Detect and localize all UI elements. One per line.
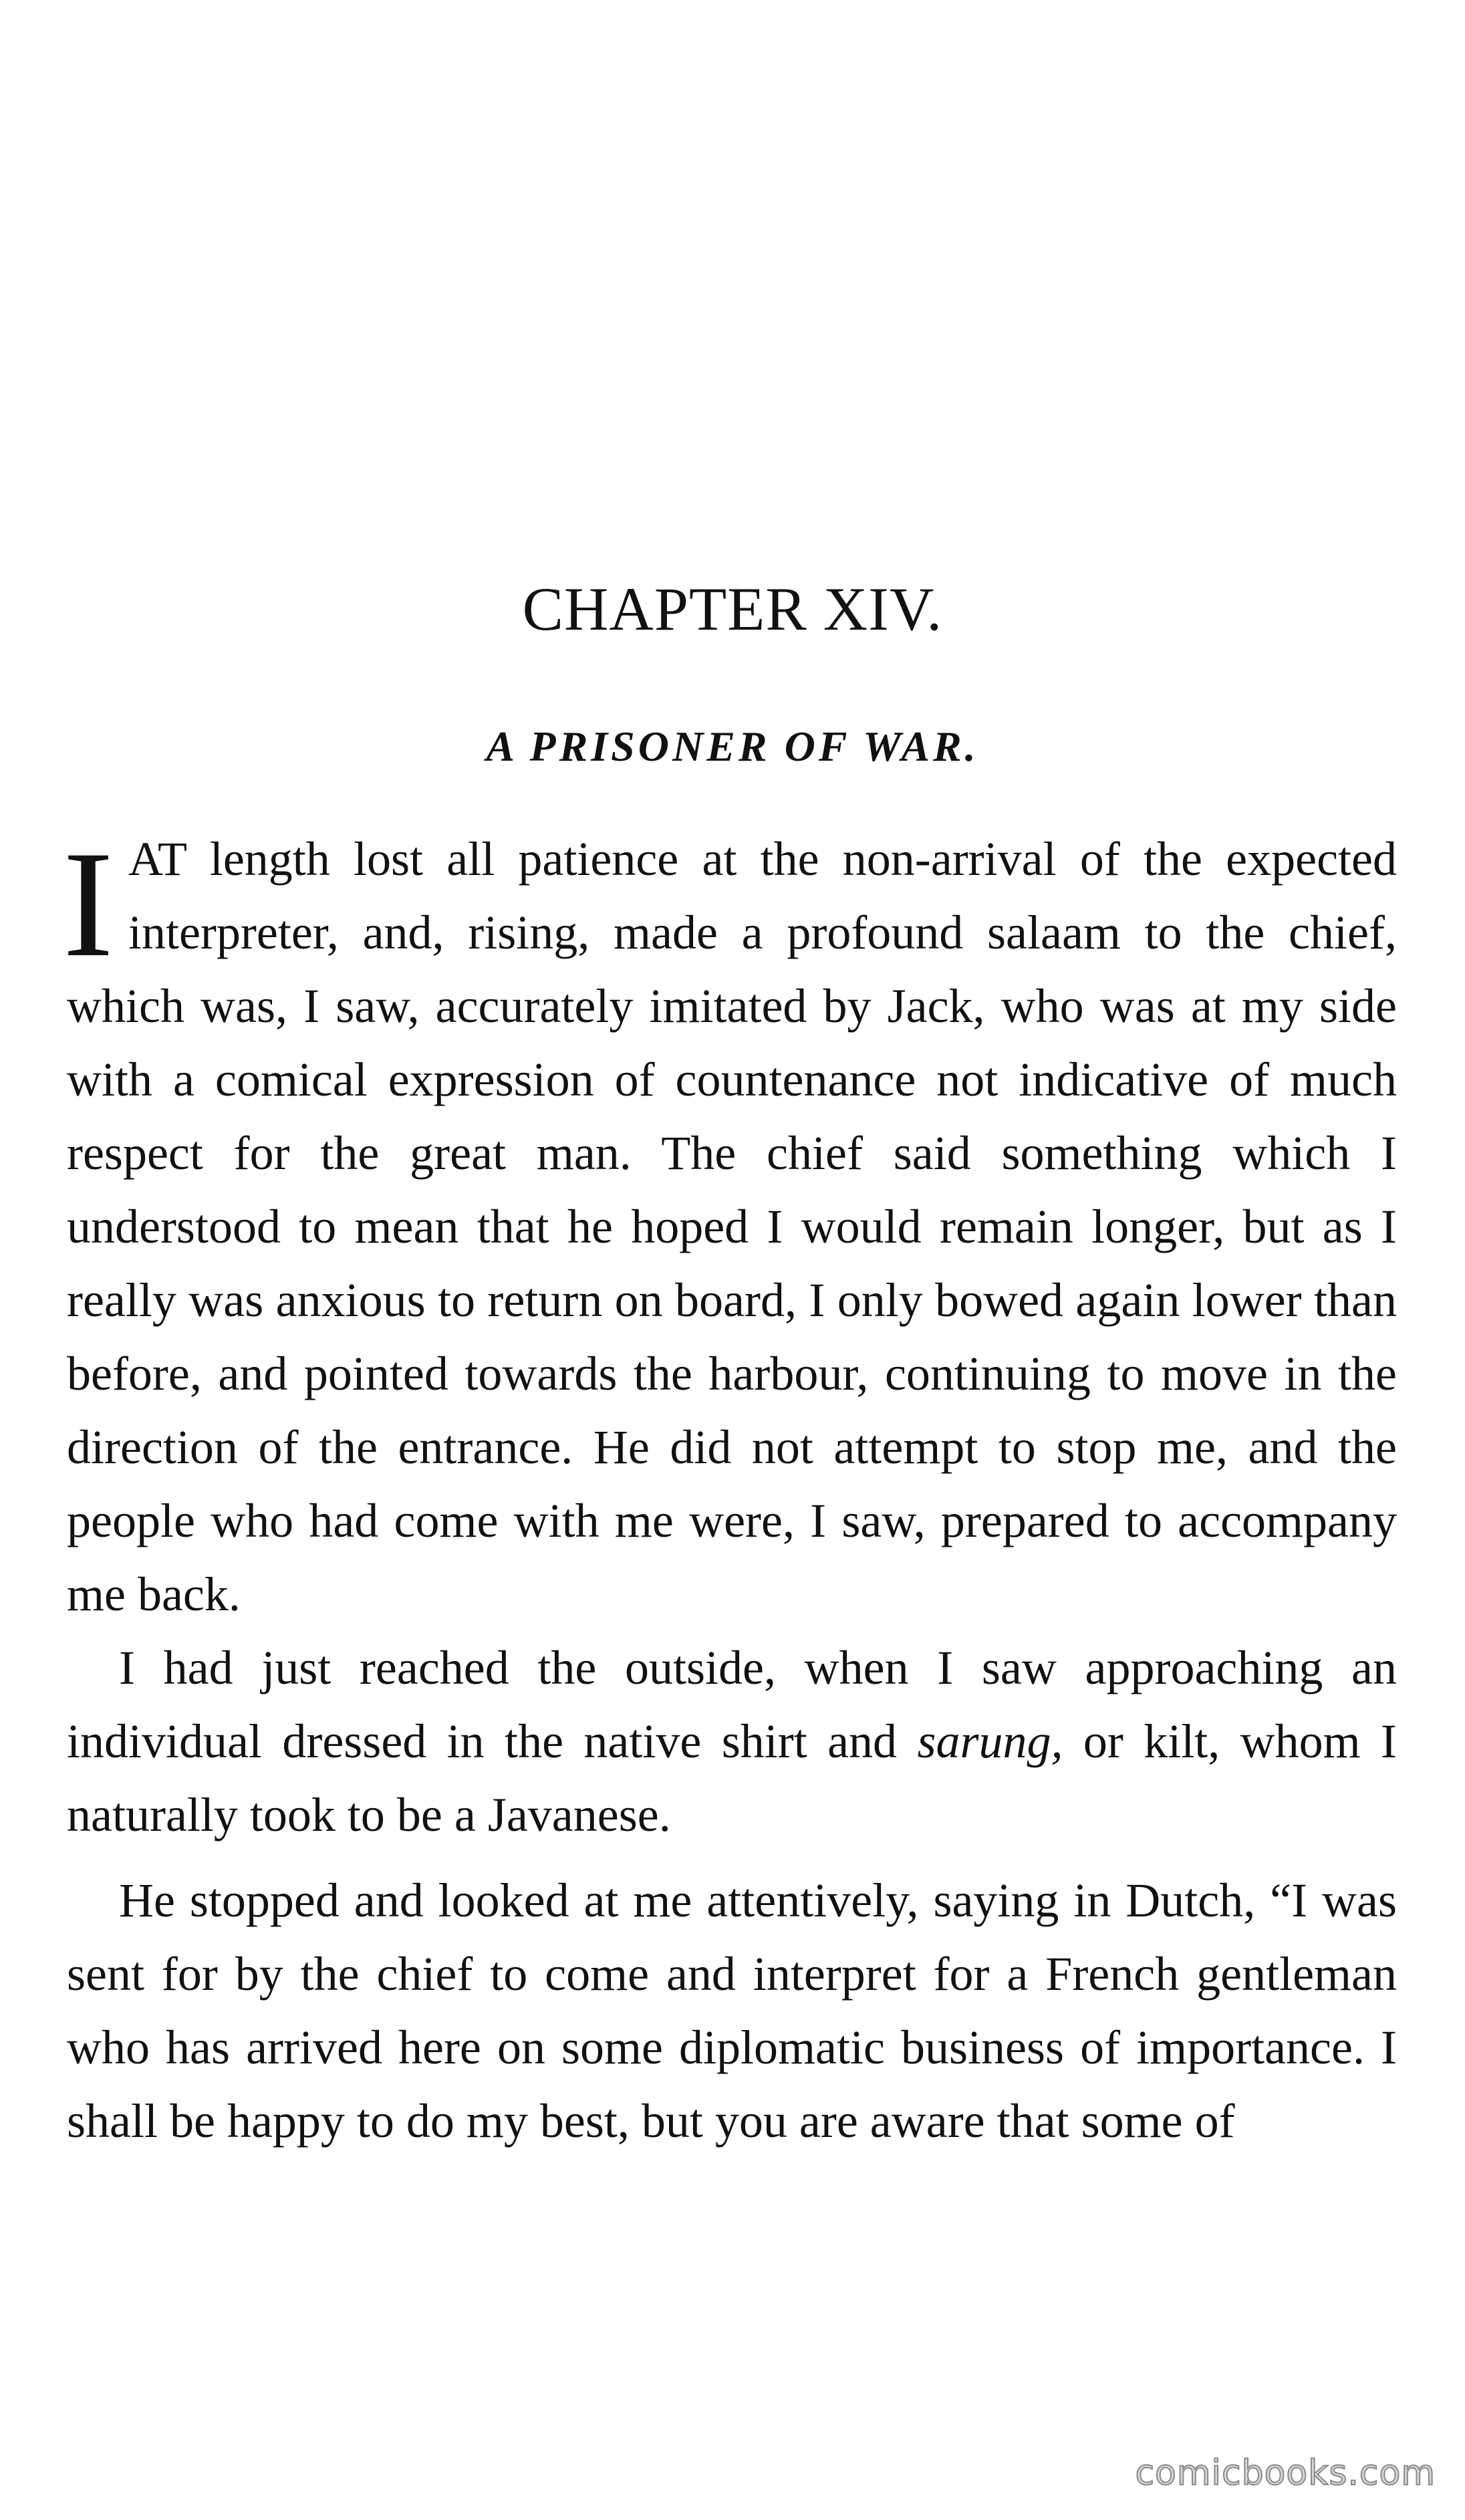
body-text xyxy=(63,820,1397,2158)
drop-cap: I xyxy=(63,820,114,989)
paragraph-3 xyxy=(67,1864,1397,2158)
paragraph-3-text: He stopped and looked at me attentively, saying in Dutch, “I was sent for by the chief to come and interpret for a French gentleman who has arrived here on some diplomatic business of importance. I shall be happy to do my best, but you are aware that some of xyxy=(67,1874,1397,2148)
watermark: comicbooks.com xyxy=(1135,2453,1436,2493)
paragraph-1 xyxy=(63,820,1397,1631)
paragraph-2-text-after: or kilt, whom I naturally took to be a Javanese. xyxy=(67,1715,1397,1842)
paragraph-1-text: AT length lost all patience at the non-arrival of the expected interpreter, and, rising, made a profound salaam to the chief, which was, I saw, accurately imitated by Jack, who was at my side with a comical expression of countenance not indicative of much respect for the great man. The chief said something which I understood to mean that he hoped I would remain longer, but as I really was anxious to return on board, I only bowed again lower than before, and pointed towards the harbour, continuing to move in the direction of the entrance. He did not attempt to stop me, and the people who had come with me were, I saw, prepared to accompany me back. xyxy=(67,832,1397,1621)
paragraph-2 xyxy=(67,1631,1397,1852)
paragraph-2-text-before: I had just reached the outside, when I saw approaching an individual dressed in the native shirt and xyxy=(67,1641,1397,1768)
chapter-heading: CHAPTER XIV. xyxy=(522,575,943,643)
chapter-subtitle: A PRISONER OF WAR. xyxy=(486,723,979,770)
paragraph-2-emphasis: sarung, xyxy=(917,1715,1063,1768)
